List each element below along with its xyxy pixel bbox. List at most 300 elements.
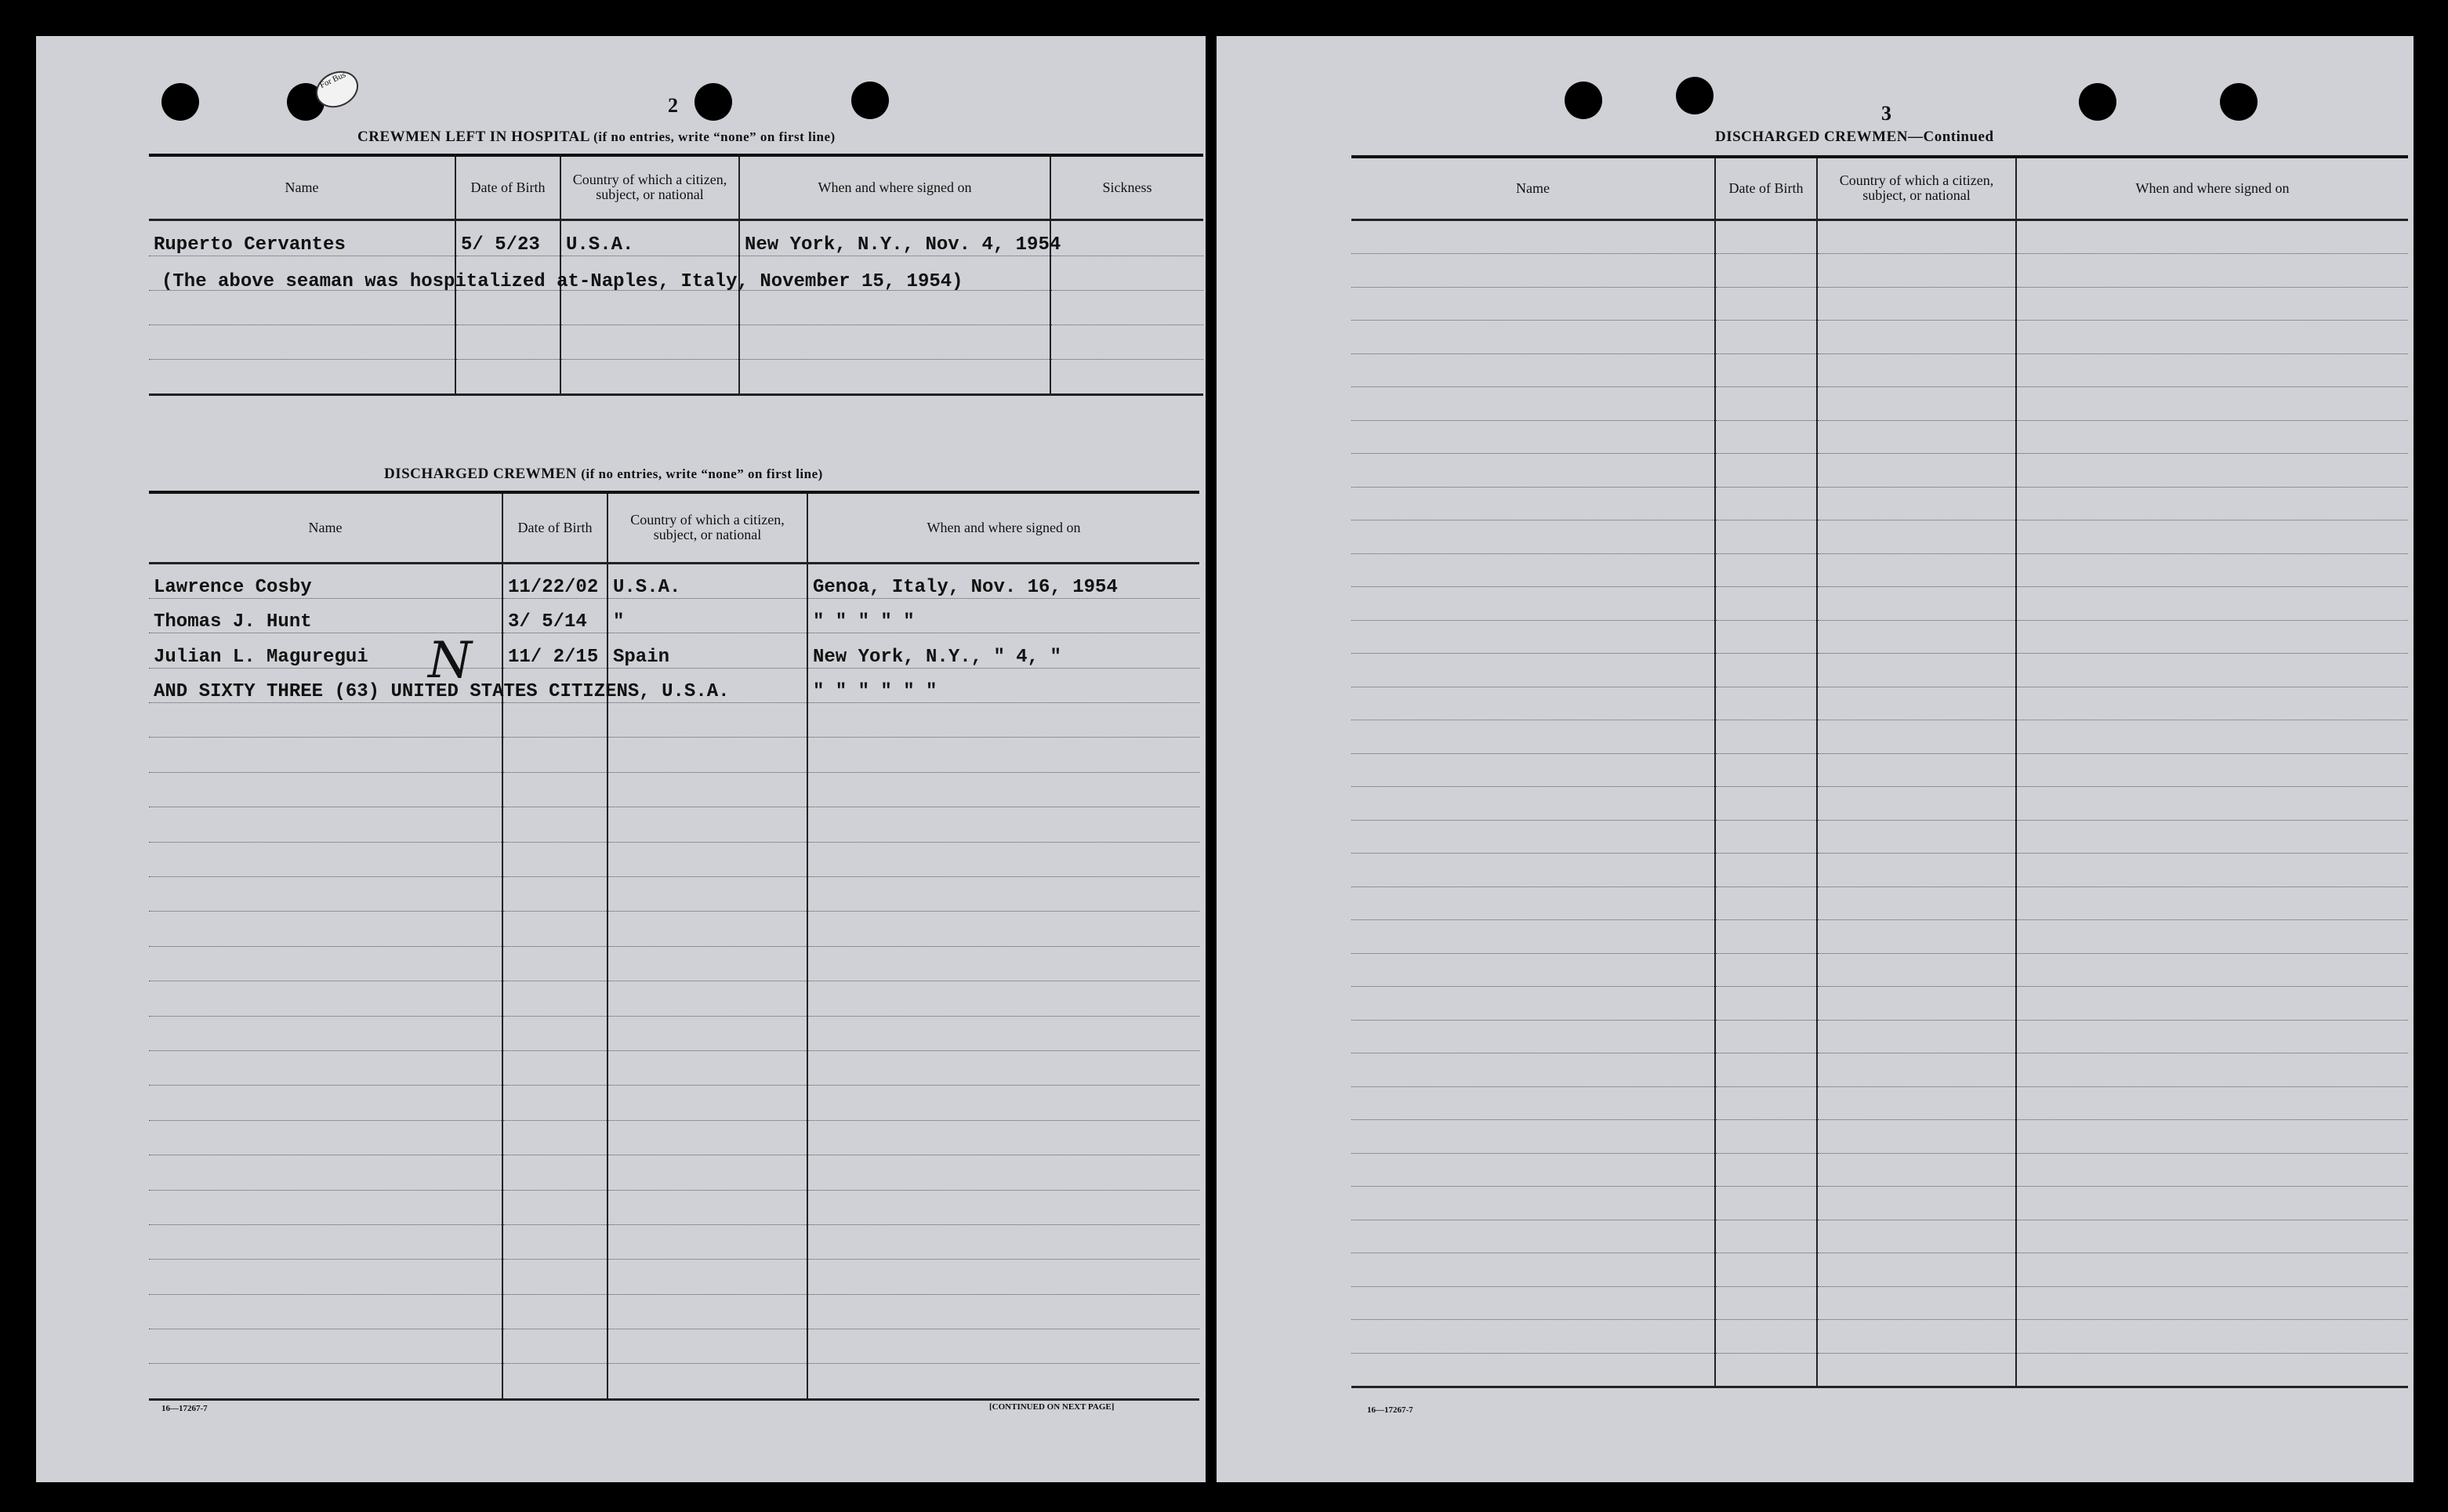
cell-country	[607, 703, 807, 738]
cell-signed-on: " " " " "	[807, 598, 1199, 633]
table-cell	[1351, 1153, 1715, 1187]
table-cell	[2016, 454, 2408, 488]
table-row	[1351, 321, 2408, 354]
table-cell	[2016, 987, 2408, 1021]
continued-note: [CONTINUED ON NEXT PAGE]	[989, 1402, 1115, 1412]
table-cell	[1715, 887, 1817, 920]
right-page	[1217, 36, 2414, 1482]
table-cell	[1715, 587, 1817, 621]
table-cell	[1817, 254, 2016, 288]
table-cell	[1351, 953, 1715, 987]
table-cell	[1351, 354, 1715, 387]
table-cell	[2016, 1086, 2408, 1120]
cell-signed-on	[807, 1224, 1199, 1259]
table-row	[1351, 254, 2408, 288]
cell-signed-on: Genoa, Italy, Nov. 16, 1954	[807, 563, 1199, 598]
punch-hole	[161, 83, 199, 121]
cell-signed-on	[807, 1329, 1199, 1364]
column-header-name: Name	[149, 155, 455, 219]
cell-country	[607, 877, 807, 912]
discharged-section-title	[384, 466, 823, 483]
cell-date-of-birth	[502, 1155, 607, 1190]
table-cell	[1351, 620, 1715, 654]
table-cell	[2016, 1253, 2408, 1287]
table-cell	[1351, 920, 1715, 954]
table-cell	[1715, 820, 1817, 854]
table-cell	[1817, 219, 2016, 254]
cell-signed-on	[807, 912, 1199, 946]
cell-country: U.S.A.	[607, 563, 807, 598]
table-cell	[1817, 553, 2016, 587]
table-cell	[1351, 287, 1715, 321]
punch-hole	[1676, 77, 1714, 114]
table-cell	[1715, 953, 1817, 987]
table-row	[149, 1086, 1199, 1120]
table-cell	[1817, 1320, 2016, 1354]
table-cell	[2016, 420, 2408, 454]
cell-country	[607, 1190, 807, 1224]
table-cell	[1715, 920, 1817, 954]
table-cell	[1817, 753, 2016, 787]
table-cell	[1715, 787, 1817, 821]
cell-date-of-birth: 5/ 5/23	[455, 219, 560, 256]
cell-date-of-birth	[502, 1190, 607, 1224]
hospital-section-title	[357, 129, 836, 146]
cell-name	[149, 1294, 502, 1329]
table-row	[1351, 1353, 2408, 1387]
table-cell	[1715, 487, 1817, 520]
cell-signed-on	[807, 1260, 1199, 1294]
discharged-title: DISCHARGED CREWMEN	[384, 466, 577, 482]
cell-date-of-birth	[502, 981, 607, 1016]
table-cell	[1351, 387, 1715, 421]
table-cell	[2016, 587, 2408, 621]
table-row	[149, 325, 1203, 359]
table-cell	[1715, 1153, 1817, 1187]
cell-signed-on	[807, 1086, 1199, 1120]
table-cell	[1351, 987, 1715, 1021]
column-header-signed-on: When and where signed on	[739, 155, 1050, 219]
column-header-date-of-birth: Date of Birth	[1715, 157, 1817, 219]
table-cell	[1817, 654, 2016, 687]
table-cell	[1351, 1086, 1715, 1120]
cell-country	[607, 772, 807, 807]
table-cell	[1351, 1286, 1715, 1320]
table-cell	[1715, 1053, 1817, 1087]
cell-country	[607, 807, 807, 842]
cell-country: Spain	[607, 633, 807, 668]
table-row	[1351, 587, 2408, 621]
cell-date-of-birth	[502, 1224, 607, 1259]
cell-name	[149, 738, 502, 772]
table-cell	[1817, 854, 2016, 887]
table-cell	[2016, 1353, 2408, 1387]
cell-signed-on	[807, 1190, 1199, 1224]
table-cell	[1817, 887, 2016, 920]
table-cell	[1715, 1120, 1817, 1154]
table-cell	[1817, 620, 2016, 654]
table-cell	[2016, 620, 2408, 654]
table-cell	[2016, 553, 2408, 587]
table-cell	[1351, 1187, 1715, 1220]
table-row	[149, 981, 1199, 1016]
table-row	[1351, 753, 2408, 787]
table-row	[149, 1260, 1199, 1294]
table-cell	[1715, 520, 1817, 554]
table-cell	[1817, 920, 2016, 954]
cell-name	[149, 1120, 502, 1155]
handwritten-checkmark: N	[428, 632, 472, 690]
table-row	[1351, 1253, 2408, 1287]
table-cell	[1351, 1020, 1715, 1053]
table-cell	[1817, 787, 2016, 821]
cell-name	[149, 1190, 502, 1224]
table-row	[1351, 1220, 2408, 1253]
continued-table	[1351, 155, 2408, 1388]
table-header-row	[149, 155, 1203, 219]
hospital-note: (The above seaman was hospitalized at-Naples, Italy, November 15, 1954)	[161, 271, 963, 292]
table-cell	[1715, 654, 1817, 687]
table-cell	[1817, 820, 2016, 854]
cell-date-of-birth	[502, 807, 607, 842]
table-cell	[1351, 720, 1715, 754]
cell-country	[607, 1050, 807, 1085]
form-number: 16—17267-7	[1367, 1405, 1413, 1415]
table-cell	[1817, 1353, 2016, 1387]
table-row	[1351, 820, 2408, 854]
table-row	[149, 912, 1199, 946]
cell-date-of-birth	[502, 1294, 607, 1329]
table-cell	[2016, 1153, 2408, 1187]
cell-name	[149, 1155, 502, 1190]
table-cell	[1351, 454, 1715, 488]
table-cell	[1351, 487, 1715, 520]
table-cell	[2016, 287, 2408, 321]
table-row	[1351, 887, 2408, 920]
column-header-country: Country of which a citizen, subject, or national	[607, 492, 807, 563]
cell-signed-on	[807, 877, 1199, 912]
table-row	[149, 1224, 1199, 1259]
punch-hole	[2220, 83, 2258, 121]
table-cell	[1715, 553, 1817, 587]
table-row	[149, 359, 1203, 394]
table-row	[149, 807, 1199, 842]
table-cell	[2016, 1320, 2408, 1354]
cell-country	[607, 1086, 807, 1120]
table-cell	[2016, 321, 2408, 354]
table-cell	[2016, 1187, 2408, 1220]
cell-name	[149, 807, 502, 842]
table-cell	[1817, 354, 2016, 387]
table-row	[1351, 1053, 2408, 1087]
table-cell	[1715, 1020, 1817, 1053]
cell-date-of-birth	[502, 738, 607, 772]
form-number: 16—17267-7	[161, 1404, 208, 1413]
table-cell	[2016, 820, 2408, 854]
cell-name: Thomas J. Hunt	[149, 598, 502, 633]
column-header-country: Country of which a citizen, subject, or national	[1817, 157, 2016, 219]
table-cell	[1351, 1053, 1715, 1087]
cell-country	[607, 981, 807, 1016]
cell-date-of-birth	[502, 877, 607, 912]
cell-date-of-birth	[502, 1364, 607, 1399]
table-row	[1351, 454, 2408, 488]
cell-date-of-birth	[502, 946, 607, 981]
table-cell	[1817, 520, 2016, 554]
table-row	[1351, 787, 2408, 821]
table-cell	[1817, 1020, 2016, 1053]
table-row	[149, 1120, 1199, 1155]
table-cell	[1351, 820, 1715, 854]
cell-signed-on	[807, 1120, 1199, 1155]
table-cell	[1817, 587, 2016, 621]
cell-name	[149, 772, 502, 807]
cell-date-of-birth	[502, 1329, 607, 1364]
table-row	[149, 219, 1203, 256]
cell-name	[149, 1260, 502, 1294]
table-cell	[1817, 953, 2016, 987]
table-cell	[2016, 254, 2408, 288]
table-row	[1351, 354, 2408, 387]
cell-date-of-birth: 11/ 2/15	[502, 633, 607, 668]
page-number: 2	[668, 94, 678, 117]
left-page	[36, 36, 1206, 1482]
cell-country	[607, 946, 807, 981]
hospital-title: CREWMEN LEFT IN HOSPITAL	[357, 129, 589, 145]
table-cell	[1817, 1120, 2016, 1154]
table-cell	[2016, 920, 2408, 954]
cell-country	[607, 1155, 807, 1190]
table-cell	[1715, 720, 1817, 754]
table-row	[1351, 487, 2408, 520]
table-row	[149, 1190, 1199, 1224]
cell-name: Ruperto Cervantes	[149, 219, 455, 256]
cell-signed-on	[807, 1050, 1199, 1085]
table-cell	[1351, 553, 1715, 587]
cell-signed-on	[807, 981, 1199, 1016]
table-cell	[2016, 1220, 2408, 1253]
table-cell	[1351, 321, 1715, 354]
column-header-name: Name	[1351, 157, 1715, 219]
cell-signed-on	[807, 1155, 1199, 1190]
table-cell	[1351, 420, 1715, 454]
table-row	[1351, 920, 2408, 954]
table-cell	[1817, 487, 2016, 520]
table-row	[1351, 987, 2408, 1021]
table-row	[149, 1364, 1199, 1399]
table-cell	[2016, 753, 2408, 787]
table-cell	[2016, 1053, 2408, 1087]
cell-name	[149, 946, 502, 981]
continued-section-title: DISCHARGED CREWMEN—Continued	[1715, 129, 1994, 145]
table-cell	[1351, 687, 1715, 720]
cell-date-of-birth	[502, 703, 607, 738]
cell-date-of-birth: 11/22/02	[502, 563, 607, 598]
discharged-table	[149, 491, 1199, 1401]
table-row	[1351, 953, 2408, 987]
table-cell	[1817, 287, 2016, 321]
table-cell	[1715, 219, 1817, 254]
cell-name	[149, 912, 502, 946]
cell-country	[607, 912, 807, 946]
table-cell	[2016, 219, 2408, 254]
table-header-row	[149, 492, 1199, 563]
punch-hole	[1565, 82, 1602, 119]
table-cell	[1351, 1253, 1715, 1287]
table-cell	[2016, 720, 2408, 754]
table-row	[1351, 553, 2408, 587]
table-cell	[2016, 787, 2408, 821]
table-cell	[1715, 620, 1817, 654]
table-row	[149, 877, 1199, 912]
cell-signed-on	[807, 738, 1199, 772]
cell-name	[149, 1224, 502, 1259]
cell-signed-on	[807, 946, 1199, 981]
cell-country	[607, 1224, 807, 1259]
cell-date-of-birth	[502, 1016, 607, 1050]
table-row	[149, 738, 1199, 772]
table-row	[149, 703, 1199, 738]
table-cell	[1715, 254, 1817, 288]
cell-name	[149, 1050, 502, 1085]
cell-signed-on	[807, 1016, 1199, 1050]
table-cell	[1817, 1053, 2016, 1087]
table-row	[1351, 720, 2408, 754]
cell-signed-on: " " " " " "	[807, 668, 1199, 702]
table-row	[1351, 1120, 2408, 1154]
discharged-subtitle: (if no entries, write “none” on first line)	[581, 466, 823, 481]
table-cell	[1351, 1320, 1715, 1354]
table-row	[149, 1016, 1199, 1050]
table-cell	[1715, 1187, 1817, 1220]
cell-name: Lawrence Cosby	[149, 563, 502, 598]
cell-name	[149, 1329, 502, 1364]
cell-country	[607, 1260, 807, 1294]
table-cell	[1351, 787, 1715, 821]
table-row	[149, 290, 1203, 325]
punch-hole	[695, 83, 732, 121]
cell-country: "	[607, 598, 807, 633]
column-header-date-of-birth: Date of Birth	[502, 492, 607, 563]
table-cell	[1817, 987, 2016, 1021]
cell-signed-on	[807, 772, 1199, 807]
cell-name	[149, 877, 502, 912]
cell-signed-on	[807, 842, 1199, 876]
punch-hole	[2079, 83, 2116, 121]
table-cell	[1351, 520, 1715, 554]
table-row	[149, 1329, 1199, 1364]
table-cell	[1351, 254, 1715, 288]
table-cell	[1817, 1253, 2016, 1287]
cell-country	[607, 1364, 807, 1399]
table-row	[149, 633, 1199, 668]
table-row	[149, 563, 1199, 598]
cell-signed-on	[807, 1364, 1199, 1399]
table-cell	[1817, 387, 2016, 421]
cell-date-of-birth	[502, 1120, 607, 1155]
cell-date-of-birth	[502, 912, 607, 946]
cell-date-of-birth	[502, 1086, 607, 1120]
table-row	[149, 1155, 1199, 1190]
table-row	[149, 1294, 1199, 1329]
table-row	[1351, 687, 2408, 720]
table-row	[1351, 1153, 2408, 1187]
table-cell	[1351, 587, 1715, 621]
table-cell	[1351, 753, 1715, 787]
page-number: 3	[1881, 102, 1891, 125]
cell-signed-on: New York, N.Y., " 4, "	[807, 633, 1199, 668]
cell-name	[149, 842, 502, 876]
column-header-signed-on: When and where signed on	[807, 492, 1199, 563]
table-cell	[1351, 1120, 1715, 1154]
table-cell	[1817, 1286, 2016, 1320]
table-cell	[1351, 219, 1715, 254]
cell-country	[607, 842, 807, 876]
table-row	[1351, 1086, 2408, 1120]
table-cell	[1817, 1086, 2016, 1120]
hospital-subtitle: (if no entries, write “none” on first line)	[593, 129, 836, 144]
table-cell	[1715, 1253, 1817, 1287]
table-row	[1351, 654, 2408, 687]
table-cell	[2016, 1286, 2408, 1320]
cell-name	[149, 981, 502, 1016]
table-cell	[1715, 420, 1817, 454]
table-cell	[1715, 753, 1817, 787]
table-cell	[2016, 354, 2408, 387]
cell-signed-on	[807, 1294, 1199, 1329]
cell-date-of-birth	[502, 1260, 607, 1294]
table-row	[149, 842, 1199, 876]
table-row	[149, 1050, 1199, 1085]
table-cell	[2016, 687, 2408, 720]
table-cell	[1817, 687, 2016, 720]
cell-signed-on	[807, 703, 1199, 738]
table-cell	[1715, 321, 1817, 354]
table-cell	[2016, 953, 2408, 987]
cell-country	[607, 1120, 807, 1155]
table-cell	[1817, 454, 2016, 488]
cell-country: U.S.A.	[560, 219, 739, 256]
table-cell	[1817, 720, 2016, 754]
cell-name: AND SIXTY THREE (63) UNITED STATES CITIZENS, U.S.A.	[149, 668, 502, 702]
table-cell	[1715, 1220, 1817, 1253]
cell-country	[607, 1329, 807, 1364]
table-row	[1351, 219, 2408, 254]
table-cell	[1715, 1286, 1817, 1320]
cell-country	[607, 1294, 807, 1329]
cell-name	[149, 1016, 502, 1050]
table-row	[1351, 620, 2408, 654]
table-cell	[1715, 454, 1817, 488]
cell-name	[149, 703, 502, 738]
table-cell	[2016, 887, 2408, 920]
cell-date-of-birth	[502, 842, 607, 876]
table-row	[1351, 520, 2408, 554]
table-cell	[1715, 287, 1817, 321]
cell-country	[607, 1016, 807, 1050]
table-row	[149, 668, 1199, 702]
table-cell	[2016, 520, 2408, 554]
cell-country	[607, 738, 807, 772]
table-row	[1351, 1286, 2408, 1320]
table-row	[149, 598, 1199, 633]
table-cell	[1351, 654, 1715, 687]
table-cell	[1351, 854, 1715, 887]
table-row	[1351, 287, 2408, 321]
table-cell	[1715, 354, 1817, 387]
column-header-sickness: Sickness	[1050, 155, 1203, 219]
cell-name	[149, 1086, 502, 1120]
